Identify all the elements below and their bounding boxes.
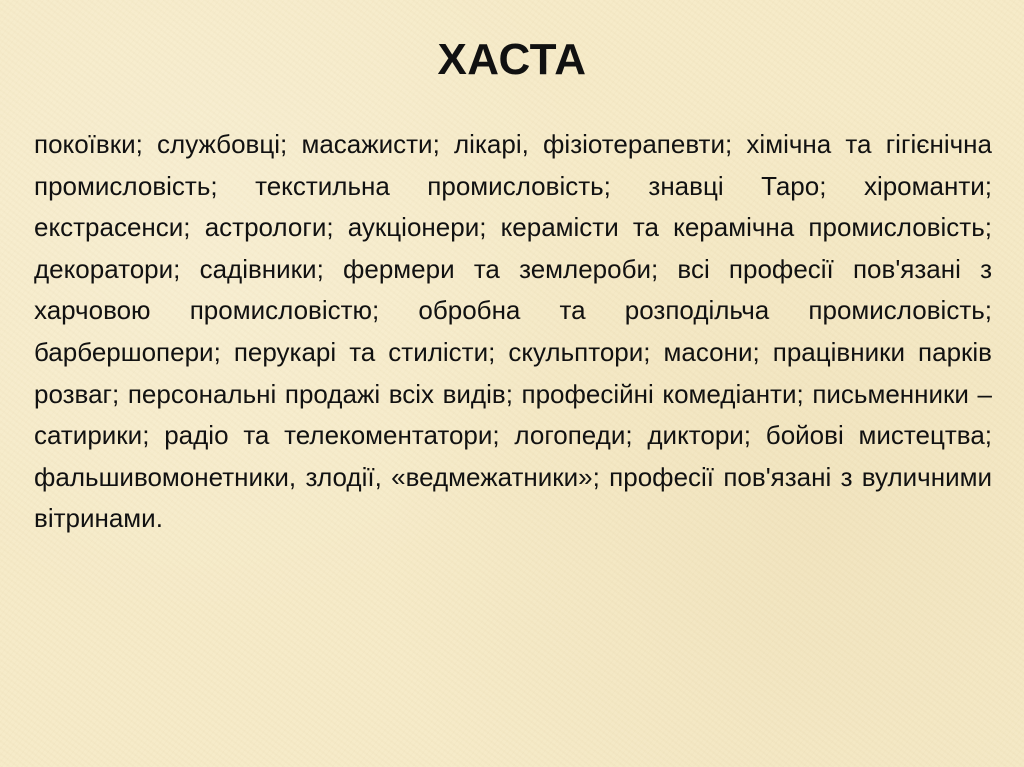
- slide-body-text: покоївки; службовці; масажисти; лікарі, фізіотерапевти; хімічна та гігієнічна промисловість; текстильна промисловість; знавці Таро; хіроманти; екстрасенси; астрологи; аукціонери; керамісти та керамічна промисловість; декоратори; садівники; фермери та землероби; всі професії пов'язані з харчовою промисловістю; обробна та розподільча промисловість; барбершопери; перукарі та стилісти; скульптори; масони; працівники парків розваг; персональні продажі всіх видів; професійні комедіанти; письменники – сатирики; радіо та телекоментатори; логопеди; диктори; бойові мистецтва; фальшивомонетники, злодії, «ведмежатники»; професії пов'язані з вуличними вітринами.: [34, 129, 992, 534]
- slide-title: ХАСТА: [437, 35, 587, 84]
